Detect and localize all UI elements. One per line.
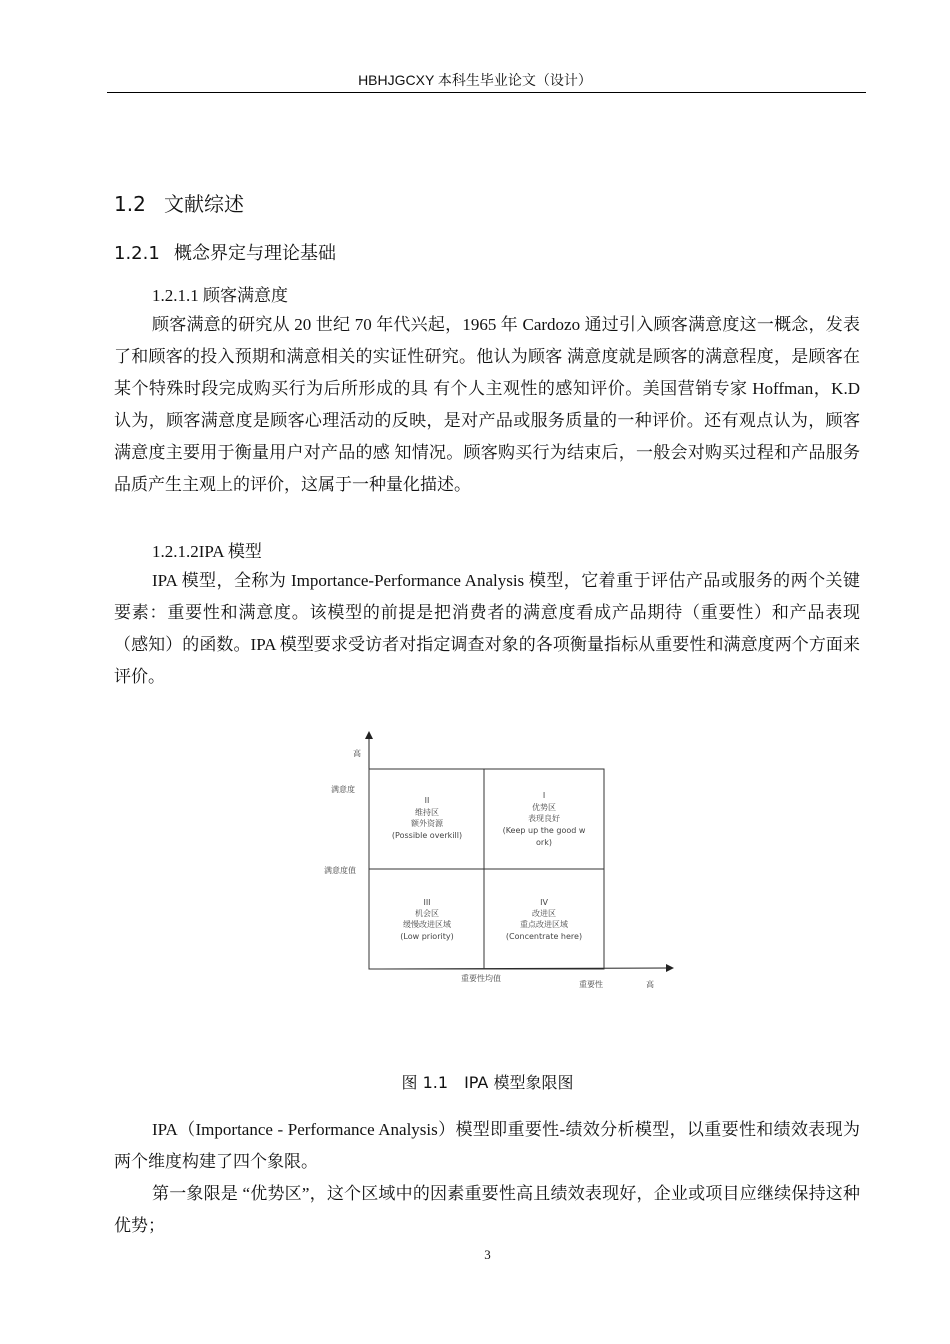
paragraph-ipa-definition: IPA（Importance - Performance Analysis）模型即重要性-绩效分析模型，以重要性和绩效表现为两个维度构建了四个象限。 bbox=[114, 1120, 860, 1171]
paragraph-first-quadrant: 第一象限是 “优势区”，这个区域中的因素重要性高且绩效表现好，企业或项目应继续保持这种优势； bbox=[114, 1184, 860, 1235]
figure-label: 额外资源 bbox=[411, 819, 443, 828]
quadrant-ii bbox=[392, 796, 462, 840]
subsubsection-title-2: 1.2.1.2IPA 模型 bbox=[152, 542, 262, 561]
figure-label: 维持区 bbox=[415, 808, 439, 817]
figure-label: (Low priority) bbox=[400, 932, 454, 941]
ipa-quadrant-figure bbox=[310, 725, 680, 1000]
page-number: 3 bbox=[484, 1247, 491, 1262]
page-header: HBHJGCXY 本科生毕业论文（设计） bbox=[358, 72, 592, 88]
figure-label: 重点改进区域 bbox=[520, 920, 568, 929]
header-rule bbox=[107, 92, 866, 93]
subsection-title: 概念界定与理论基础 bbox=[174, 243, 336, 264]
x-axis-label: 重要性 bbox=[579, 980, 603, 989]
figure-label: ork) bbox=[536, 838, 552, 847]
figure-caption: 图 1.1 IPA 模型象限图 bbox=[401, 1073, 574, 1092]
figure-label: I bbox=[542, 791, 546, 800]
y-high-label: 高 bbox=[353, 749, 361, 758]
figure-label: (Concentrate here) bbox=[505, 932, 583, 941]
figure-label: 优势区 bbox=[532, 803, 556, 812]
figure-label: 改进区 bbox=[532, 909, 556, 918]
y-axis-label: 满意度 bbox=[331, 785, 355, 794]
quadrant-i bbox=[503, 791, 586, 847]
figure-label: 表现良好 bbox=[528, 814, 560, 823]
section-title: 文献综述 bbox=[164, 192, 244, 216]
paragraph-ipa-model: IPA 模型，全称为 Importance-Performance Analysis 模型，它着重于评估产品或服务的两个关键要素：重要性和满意度。该模型的前提是把消费者的满意度看成产品期待（重要性）和产品表现（感知）的函数。IPA 模型要求受访者对指定调查对象的各项衡量指标从重要性和满意度两个方面来评价。 bbox=[114, 571, 860, 686]
figure-label: (Keep up the good w bbox=[502, 826, 586, 835]
quadrant-iii bbox=[400, 898, 453, 941]
subsubsection-title-1: 1.2.1.1 顾客满意度 bbox=[152, 286, 288, 305]
figure-label: 机会区 bbox=[415, 909, 439, 918]
paragraph-customer-satisfaction: 顾客满意的研究从 20 世纪 70 年代兴起，1965 年 Cardozo 通过引入顾客满意度这一概念，发表了和顾客的投入预期和满意相关的实证性研究。他认为顾客 满意度就是顾客的满意程度，是顾客在某个特殊时段完成购买行为后所形成的具 有个人主观性的感知评价。美国营销专家 Hoffman，K.D 认为，顾客满意度是顾客心理活动的反映，是对产品或服务质量的一种评价。还有观点认为，顾客满意度主要用于衡量用户对产品的感 知情况。顾客购买行为结束后，一般会对购买过程和产品服务品质产生主观上的评价，这属于一种量化描述。 bbox=[114, 315, 860, 494]
x-mean-label: 重要性均值 bbox=[461, 974, 501, 983]
subsection-heading bbox=[114, 239, 336, 265]
quadrant-iv bbox=[506, 898, 582, 941]
section-heading bbox=[114, 188, 244, 217]
figure-label: II bbox=[424, 796, 430, 805]
x-high-label: 高 bbox=[646, 980, 654, 989]
section-number: 1.2 bbox=[114, 192, 146, 216]
figure-label: IV bbox=[540, 898, 548, 907]
figure-label: 缓慢改进区域 bbox=[403, 920, 451, 929]
subsection-number: 1.2.1 bbox=[114, 243, 160, 264]
figure-label: III bbox=[423, 898, 431, 907]
figure-label: (Possible overkill) bbox=[391, 831, 463, 840]
y-mean-label: 满意度值 bbox=[324, 866, 356, 875]
